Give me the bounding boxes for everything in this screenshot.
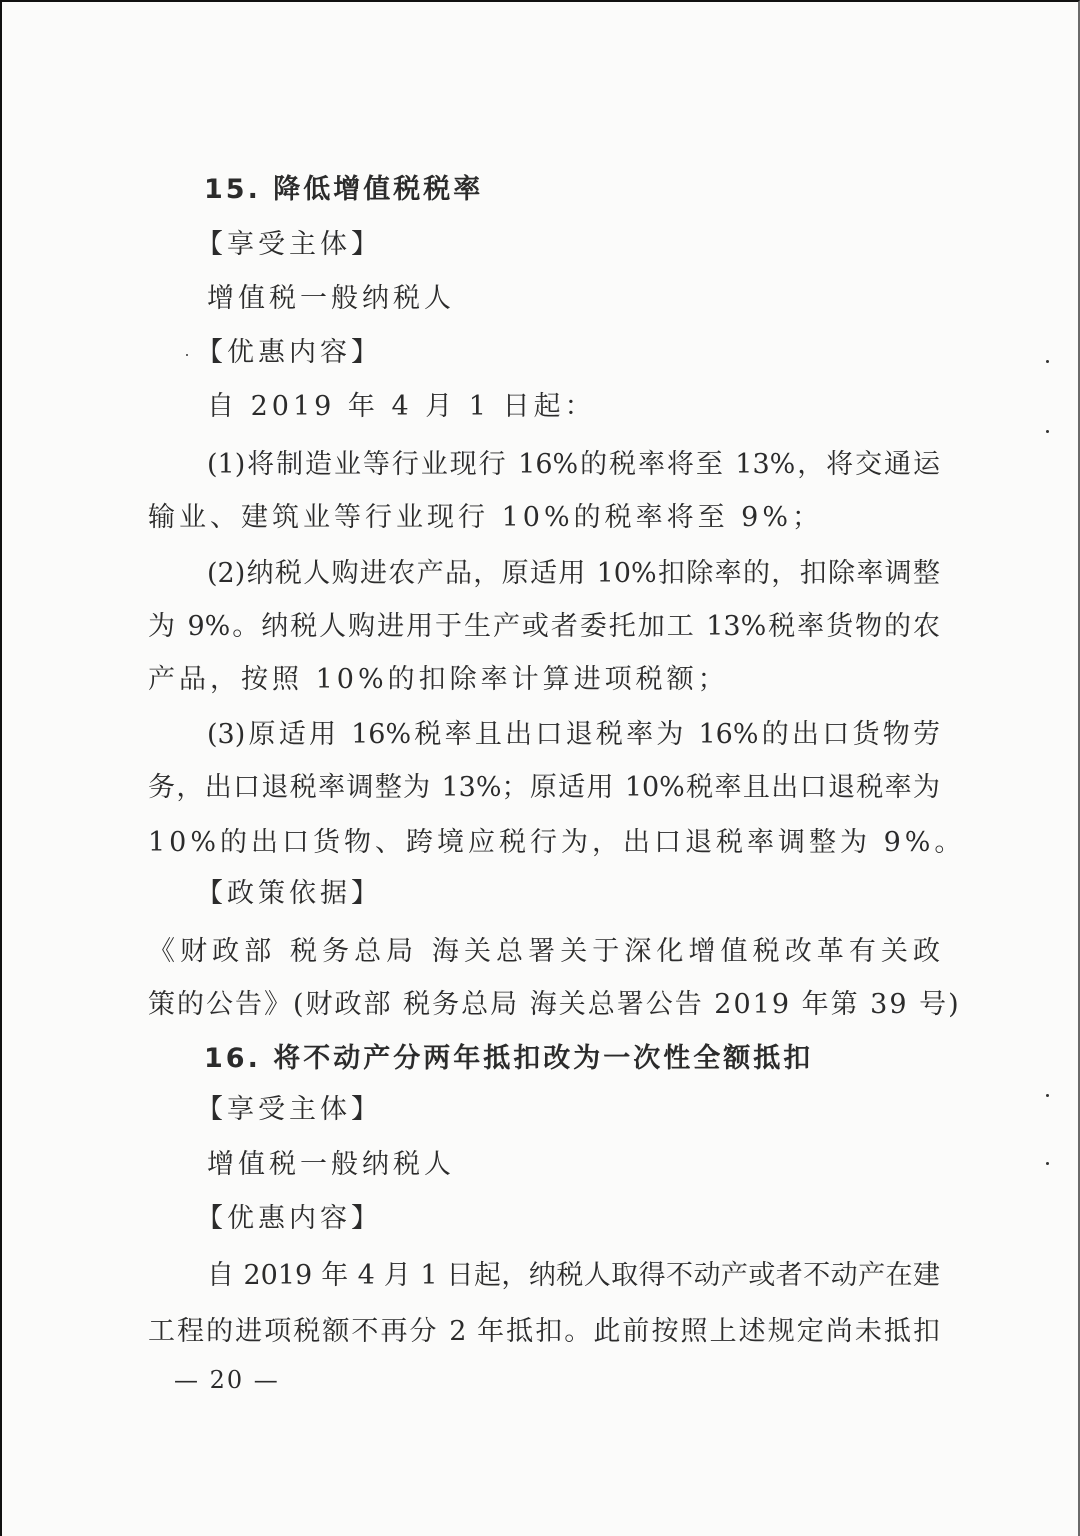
scan-speck: [1046, 430, 1049, 433]
section-15-basis-label: 【政策依据】: [196, 878, 382, 909]
section-15-basis-line1: 《财政部 税务总局 海关总署关于深化增值税改革有关政: [148, 936, 940, 967]
section-16-content-line1: 自 2019 年 4 月 1 日起，纳税人取得不动产或者不动产在建: [207, 1260, 940, 1291]
section-15-subject: 增值税一般纳税人: [207, 283, 455, 314]
section-16-subject-label: 【享受主体】: [196, 1094, 382, 1125]
section-15-item2-line1: (2)纳税人购进农产品，原适用 10%扣除率的，扣除率调整: [207, 558, 940, 589]
section-15-item1-line1: (1)将制造业等行业现行 16%的税率将至 13%，将交通运: [207, 449, 940, 480]
section-16-subject: 增值税一般纳税人: [207, 1149, 455, 1180]
section-15-title: 15. 降低增值税税率: [204, 174, 484, 205]
section-15-date-intro: 自 2019 年 4 月 1 日起：: [207, 391, 596, 422]
scan-speck: [1046, 1094, 1049, 1097]
section-15-subject-label: 【享受主体】: [196, 229, 382, 260]
section-15-item1-line2: 输业、建筑业等行业现行 10%的税率将至 9%；: [148, 502, 824, 533]
scan-speck: [186, 354, 188, 356]
scan-speck: [1046, 1162, 1049, 1165]
section-15-item2-line3: 产品，按照 10%的扣除率计算进项税额；: [148, 664, 729, 695]
section-15-basis-line2: 策的公告》(财政部 税务总局 海关总署公告 2019 年第 39 号): [148, 989, 961, 1020]
page-number: — 20 —: [174, 1366, 280, 1394]
section-15-item3-line2: 务，出口退税率调整为 13%；原适用 10%税率且出口退税率为: [148, 772, 940, 803]
scan-speck: [1046, 360, 1049, 363]
section-16-content-label: 【优惠内容】: [196, 1203, 382, 1234]
section-15-content-label: 【优惠内容】: [196, 337, 382, 368]
section-16-title: 16. 将不动产分两年抵扣改为一次性全额抵扣: [204, 1043, 814, 1074]
section-15-item3-line3: 10%的出口货物、跨境应税行为，出口退税率调整为 9%。: [148, 827, 966, 858]
section-15-item2-line2: 为 9%。纳税人购进用于生产或者委托加工 13%税率货物的农: [148, 611, 940, 642]
section-16-content-line2: 工程的进项税额不再分 2 年抵扣。此前按照上述规定尚未抵扣: [148, 1316, 940, 1347]
section-15-item3-line1: (3)原适用 16%税率且出口退税率为 16%的出口货物劳: [207, 719, 940, 750]
